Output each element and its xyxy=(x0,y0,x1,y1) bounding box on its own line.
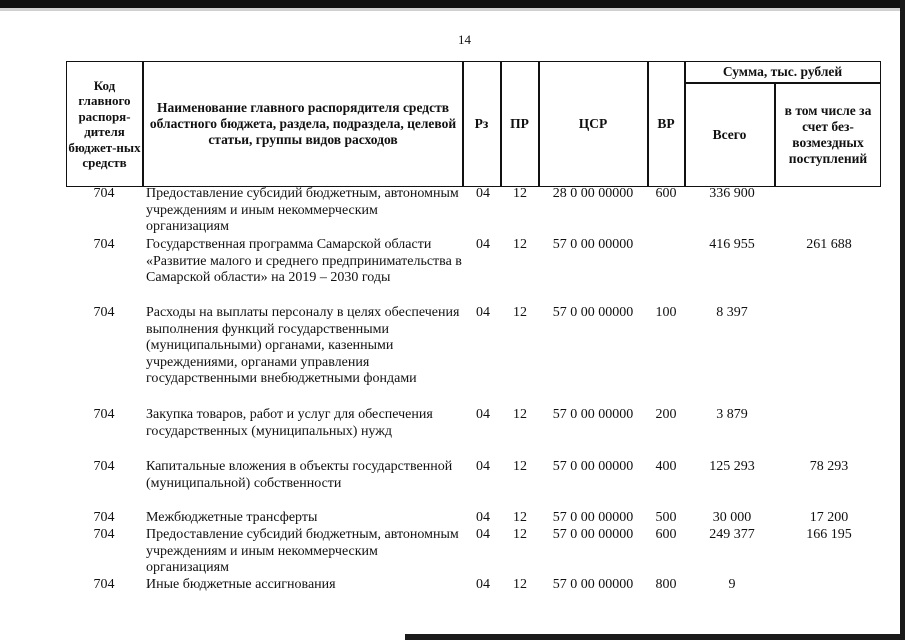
cell-total: 30 000 xyxy=(712,510,752,525)
header-divider xyxy=(142,61,144,187)
cell-vr: 600 xyxy=(655,527,677,542)
cell-pr: 12 xyxy=(513,186,527,201)
cell-name: Предоставление субсидий бюджетным, автономным учреждениям и иным некоммерческим организациям xyxy=(146,527,459,575)
cell-rz: 04 xyxy=(476,459,490,474)
cell-rz: 04 xyxy=(476,407,490,422)
cell-pr: 12 xyxy=(513,407,527,422)
cell-csr: 28 0 00 00000 xyxy=(552,186,634,201)
cell-total: 8 397 xyxy=(716,305,748,320)
cell-incl: 17 200 xyxy=(809,510,849,525)
cell-pr: 12 xyxy=(513,305,527,320)
cell-code: 704 xyxy=(93,407,115,422)
cell-total: 249 377 xyxy=(709,527,755,542)
cell-name: Межбюджетные трансферты xyxy=(146,510,318,525)
cell-rz: 04 xyxy=(476,577,490,592)
cell-incl: 261 688 xyxy=(806,237,852,252)
cell-vr: 400 xyxy=(655,459,677,474)
header-vr: ВР xyxy=(657,116,675,131)
header-incl: в том числе за счет без-возмездных поступлений xyxy=(784,103,872,166)
header-total: Всего xyxy=(712,127,747,142)
cell-name: Предоставление субсидий бюджетным, автономным учреждениям и иным некоммерческим организациям xyxy=(146,186,459,234)
cell-total: 3 879 xyxy=(716,407,748,422)
cell-incl: 78 293 xyxy=(809,459,849,474)
cell-vr: 800 xyxy=(655,577,677,592)
cell-rz: 04 xyxy=(476,305,490,320)
header-rz: Рз xyxy=(474,116,489,131)
cell-csr: 57 0 00 00000 xyxy=(552,237,634,252)
cell-name: Закупка товаров, работ и услуг для обеспечения государственных (муниципальных) нужд xyxy=(146,407,433,439)
scan-bottom-edge xyxy=(405,634,905,640)
cell-rz: 04 xyxy=(476,510,490,525)
cell-code: 704 xyxy=(93,459,115,474)
cell-pr: 12 xyxy=(513,459,527,474)
scan-top-edge xyxy=(0,0,905,11)
cell-vr: 100 xyxy=(655,305,677,320)
cell-code: 704 xyxy=(93,186,115,201)
cell-code: 704 xyxy=(93,305,115,320)
cell-csr: 57 0 00 00000 xyxy=(552,510,634,525)
cell-csr: 57 0 00 00000 xyxy=(552,407,634,422)
cell-total: 336 900 xyxy=(709,186,755,201)
header-code: Код главного распоря-дителя бюджет-ных средств xyxy=(68,77,141,170)
cell-code: 704 xyxy=(93,577,115,592)
cell-csr: 57 0 00 00000 xyxy=(552,527,634,542)
cell-pr: 12 xyxy=(513,510,527,525)
cell-incl: 166 195 xyxy=(806,527,852,542)
cell-rz: 04 xyxy=(476,527,490,542)
cell-total: 9 xyxy=(728,577,736,592)
header-pr: ПР xyxy=(510,116,529,131)
scan-right-edge xyxy=(900,0,905,640)
header-name: Наименование главного распорядителя средств областного бюджета, раздела, подраздела, целевой статьи, группы видов расходов xyxy=(149,100,457,147)
cell-csr: 57 0 00 00000 xyxy=(552,305,634,320)
cell-code: 704 xyxy=(93,527,115,542)
header-csr: ЦСР xyxy=(578,116,608,131)
cell-total: 416 955 xyxy=(709,237,755,252)
cell-name: Расходы на выплаты персоналу в целях обеспечения выполнения функций государственными (муниципальными) органами, казенными учреждениями, органами управления государственными внебюджетными фондами xyxy=(146,305,460,386)
cell-pr: 12 xyxy=(513,237,527,252)
cell-pr: 12 xyxy=(513,577,527,592)
cell-name: Иные бюджетные ассигнования xyxy=(146,577,336,592)
cell-code: 704 xyxy=(93,510,115,525)
cell-vr: 200 xyxy=(655,407,677,422)
cell-code: 704 xyxy=(93,237,115,252)
cell-pr: 12 xyxy=(513,527,527,542)
cell-csr: 57 0 00 00000 xyxy=(552,577,634,592)
header-sum: Сумма, тыс. рублей xyxy=(722,64,843,79)
cell-vr: 600 xyxy=(655,186,677,201)
cell-rz: 04 xyxy=(476,237,490,252)
cell-total: 125 293 xyxy=(709,459,755,474)
cell-name: Капитальные вложения в объекты государственной (муниципальной) собственности xyxy=(146,459,453,491)
cell-vr: 500 xyxy=(655,510,677,525)
cell-csr: 57 0 00 00000 xyxy=(552,459,634,474)
cell-name: Государственная программа Самарской области «Развитие малого и среднего предпринимательства в Самарской области» на 2019 – 2030 годы xyxy=(146,237,462,285)
cell-rz: 04 xyxy=(476,186,490,201)
page-number: 14 xyxy=(458,32,471,47)
